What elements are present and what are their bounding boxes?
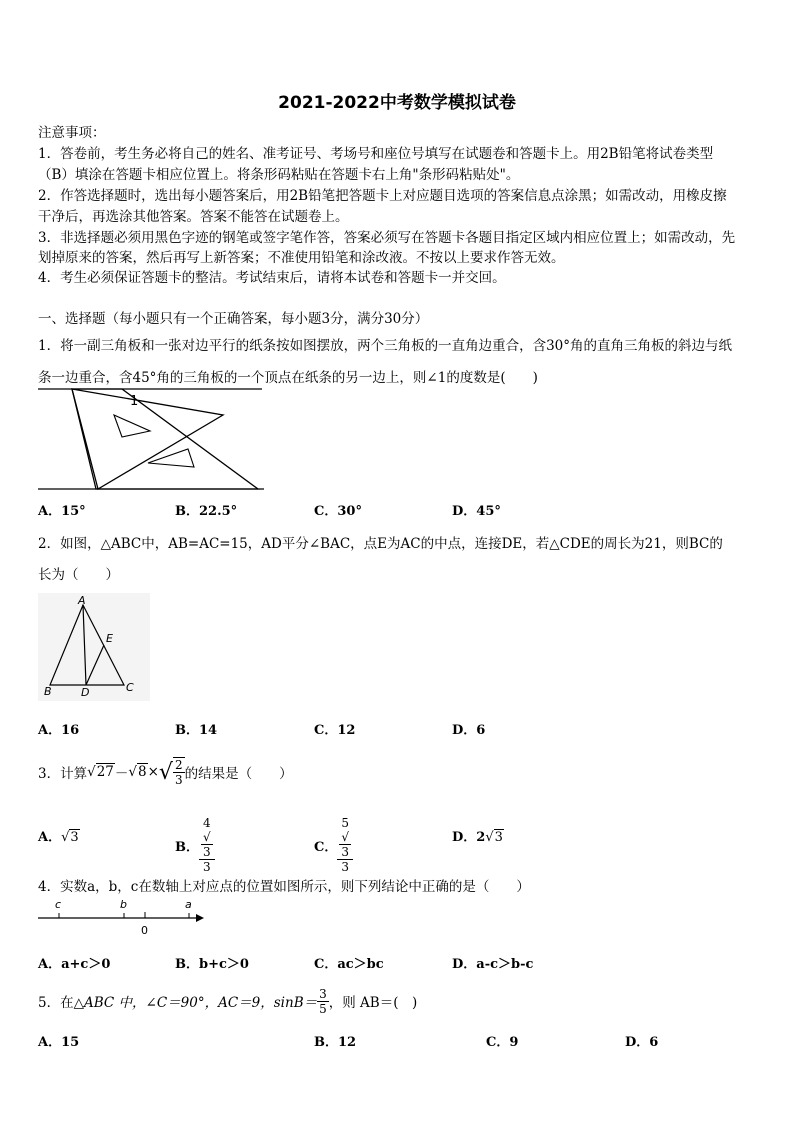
q4-number-line — [38, 895, 210, 937]
label-e: E — [106, 632, 113, 645]
notice-heading: 注意事项： — [38, 125, 106, 141]
q5-option-b[interactable]: B．12 — [314, 1035, 357, 1050]
q3-suffix: 的结果是（ ） — [184, 766, 293, 782]
q5-prefix: 5．在 — [38, 995, 74, 1011]
sqrt-fraction: √ $\frac{2}{3}$ — [158, 758, 183, 787]
q1-stem: 1．将一副三角板和一张对边平行的纸条按如图摆放，两个三角板的一直角边重合，含30°角的直角三角板的斜边与纸 — [38, 338, 733, 354]
q4-option-c[interactable]: C．ac＞bc — [314, 957, 384, 972]
axis-arrow — [196, 914, 204, 922]
q2-option-b[interactable]: B．14 — [175, 723, 218, 738]
q3-option-a[interactable]: A．√3 — [38, 830, 79, 845]
q3-minus: － — [114, 766, 129, 782]
page-title: 2021-2022中考数学模拟试卷 — [278, 93, 516, 113]
q3-prefix: 3．计算 — [38, 766, 88, 782]
label-d: D — [81, 686, 90, 699]
q5-fraction: $\frac{3}{5}$ — [319, 986, 327, 1016]
notice-line: 3．非选择题必须用黑色字迹的钢笔或签字笔作答，答案必须写在答题卡各题目指定区域内相应位置上；如需改动，先 — [38, 230, 736, 246]
q2-option-c[interactable]: C．12 — [314, 723, 356, 738]
label-zero: 0 — [141, 924, 148, 937]
notice-line: 4．考生必须保证答题卡的整洁。考试结束后，请将本试卷和答题卡一并交回。 — [38, 270, 506, 286]
notice-line: （B）填涂在答题卡相应位置上。将条形码粘贴在答题卡右上角"条形码粘贴处"。 — [38, 167, 520, 183]
label-b: B — [44, 685, 52, 698]
q1-option-d[interactable]: D．45° — [452, 504, 501, 519]
q5-option-c[interactable]: C．9 — [486, 1035, 519, 1050]
q5-option-a[interactable]: A．15 — [38, 1035, 80, 1050]
section-heading: 一、选择题（每小题只有一个正确答案，每小题3分，满分30分） — [38, 311, 429, 327]
sqrt-27: √27 — [87, 764, 114, 780]
q2-stem: 长为（ ） — [38, 567, 119, 583]
q2-option-d[interactable]: D．6 — [452, 723, 486, 738]
angle-1-label: 1 — [130, 394, 139, 409]
notice-line: 1．答卷前，考生务必将自己的姓名、准考证号、考场号和座位号填写在试题卷和答题卡上。用2B铅笔将试卷类型 — [38, 146, 714, 162]
label-c: C — [126, 681, 134, 694]
q1-option-c[interactable]: C．30° — [314, 504, 362, 519]
set-square-45 — [72, 389, 223, 489]
label-a: a — [185, 898, 192, 911]
notice-line: 干净后，再选涂其他答案。答案不能答在试题卷上。 — [38, 209, 349, 225]
q3-option-c[interactable]: C． 5 √ 3 3 — [314, 816, 353, 874]
q1-option-b[interactable]: B．22.5° — [175, 504, 238, 519]
notice-line: 划掉原来的答案，然后再写上新答案；不准使用铅笔和涂改液。不按以上要求作答无效。 — [38, 250, 565, 266]
inner-hole-1 — [114, 415, 150, 437]
q1-stem: 条一边重合，含45°角的三角板的一个顶点在纸条的另一边上，则∠1的度数是( ) — [38, 370, 538, 386]
label-c: c — [55, 898, 62, 911]
q4-option-d[interactable]: D．a-c＞b-c — [452, 957, 534, 972]
q4-stem: 4．实数a，b，c在数轴上对应点的位置如图所示，则下列结论中正确的是（ ） — [38, 879, 530, 895]
q1-figure — [38, 385, 268, 495]
q2-figure — [38, 593, 150, 701]
q5-condition: △ABC 中，∠C＝90°，AC＝9，sinB＝ — [73, 995, 318, 1011]
sqrt-8: √8 — [128, 764, 147, 780]
q1-option-a[interactable]: A．15° — [38, 504, 86, 519]
q5-stem — [38, 984, 417, 1018]
q5-option-d[interactable]: D．6 — [625, 1035, 659, 1050]
q3-stem — [38, 756, 293, 788]
notice-line: 2．作答选择题时，选出每小题答案后，用2B铅笔把答题卡上对应题目选项的答案信息点涂黑；如需改动，用橡皮擦 — [38, 188, 727, 204]
q4-option-b[interactable]: B．b+c＞0 — [175, 957, 249, 972]
q5-suffix: ，则 AB＝( ) — [328, 995, 418, 1011]
q3-option-d[interactable]: D．2√3 — [452, 830, 503, 845]
q3-times: × — [147, 764, 159, 780]
set-square-30 — [72, 389, 258, 489]
label-a: A — [78, 594, 86, 607]
q3-option-b[interactable]: B． 4 √ 3 3 — [175, 816, 215, 874]
inner-hole-2 — [148, 449, 194, 467]
label-b: b — [120, 898, 127, 911]
q4-option-a[interactable]: A．a+c＞0 — [38, 957, 111, 972]
q2-option-a[interactable]: A．16 — [38, 723, 80, 738]
q2-stem: 2．如图，△ABC中，AB=AC=15，AD平分∠BAC，点E为AC的中点，连接DE，若△CDE的周长为21，则BC的 — [38, 536, 723, 552]
